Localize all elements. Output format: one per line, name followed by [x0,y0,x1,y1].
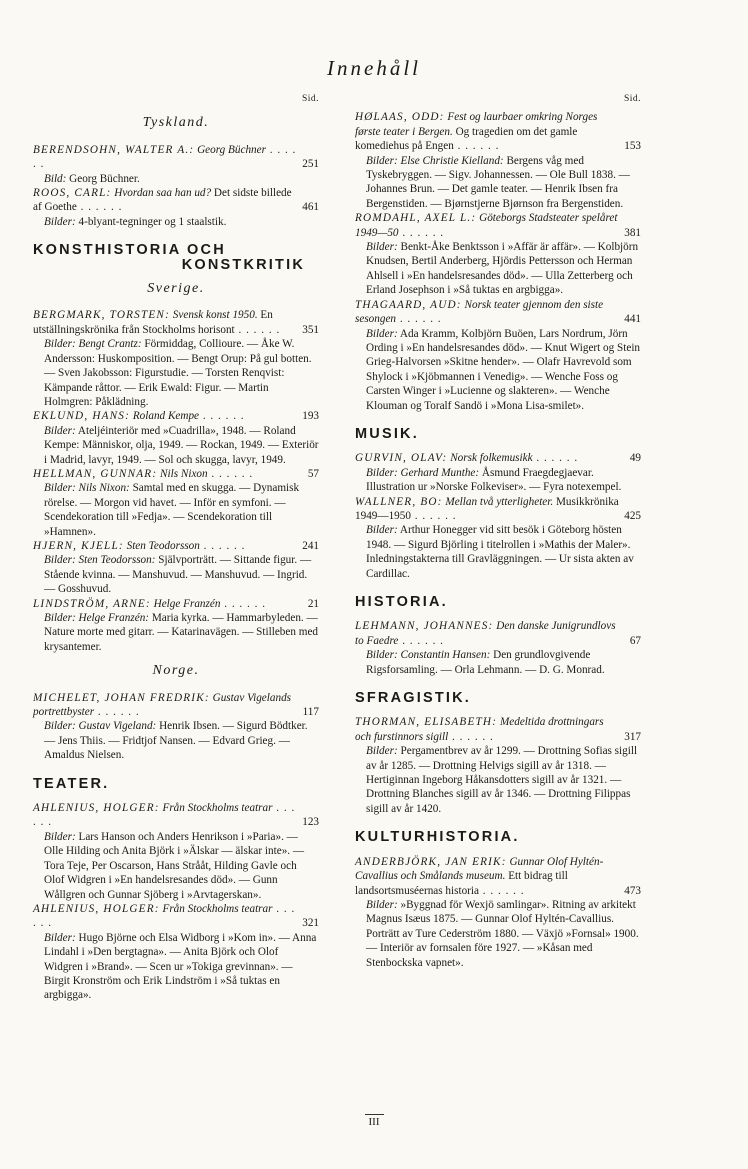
illustrations-text: Ateljéinteriör med »Cuadrilla», 1948. — Roland Kempe: Människor, olja, 1949. — Rockan, 1949. — Exteriör i Madrid, lavyr, 1949. — Sol och skugga, lavyr, 1949. [44,424,319,466]
illustrations-label: Bilder: Gustav Vigeland: [44,720,157,733]
entry-heading [355,715,641,744]
illustrations-text: Hugo Björne och Elsa Widborg i »Kom in». — Anna Lindahl i »Den bergtagna». — Anita Björk och Olof Widgren i »Brand». — Scen ur »Tokiga grevinnan». — Birgit Kronström och Erik Lindström i »Så tuktas en argbigga». [44,931,317,1002]
toc-entry [33,186,319,229]
entry-title: Nils Nixon [160,467,208,480]
leader-dots: . . . . . . [220,597,266,610]
entry-illustrations [355,648,641,677]
entry-page: 321 [302,917,319,930]
illustrations-text: Benkt-Åke Benktsson i »Affär är affär». — Kolbjörn Knudsen, Bertil Anderberg, Hjördis Pettersson och Herman Ahlsell i »En handelsresandes död». — Ulla Zetterberg och Erland Josephson i »Så tuktas en argbigga». [366,241,639,297]
entry-illustrations [33,424,319,467]
entry-author: GURVIN, OLAV: [355,452,448,465]
page-title: Innehåll [327,56,421,80]
illustrations-label: Bilder: Constantin Hansen: [366,649,491,662]
entry-author: ROMDAHL, AXEL L.: [355,212,477,225]
illustrations-text: 4-blyant-tegninger og 1 staalstik. [78,215,227,228]
illustrations-label: Bilder: [366,241,398,254]
illustrations-label: Bilder: [366,745,398,758]
entry-heading [33,186,319,215]
entry-title: Gustav Vigelands portrettbyster [33,691,292,719]
illustrations-label: Bilder: Gerhard Munthe: [366,466,480,479]
entry-title: Svensk konst 1950. [172,309,258,322]
entry-author: MICHELET, JOHAN FREDRIK: [33,691,210,704]
entry-page: 425 [624,509,641,522]
leader-dots: . . . . . . [33,902,296,930]
entry-title: Göteborgs Stadsteater spelåret 1949—50 [355,212,618,239]
entry-page: 123 [302,816,319,829]
leader-dots: . . . . . . [94,706,140,719]
illustrations-text: Åsmund Fraegdegjaevar. Illustration ur »Norske Folkeviser». — Fyra notexempel. [366,466,622,494]
illustrations-label: Bild: [44,172,67,185]
illustrations-text: Ada Kramm, Kolbjörn Buöen, Lars Nordrum, Jörn Ording i »En handelsresandes död». — Knut Wigert og Stein Grieg-Halvorsen »Skitne hender». — Olafr Havrevold som Shylock i »Kjöbmannen i Venedig». — Wenche Foss og Carsten Winger i »Lucienne og slakteren». — Wenche Klouman og Toralf Sandö i »Mona Lisa-smilet». [366,327,641,412]
toc-entry [33,467,319,539]
entry-heading [33,308,319,337]
toc-entry [355,619,641,677]
toc-entry [355,855,641,970]
right-column [355,92,641,970]
leader-dots: . . . . . . [410,509,457,522]
entry-heading [33,902,319,931]
entry-heading [355,855,641,898]
leader-dots: . . . . . . [207,467,254,480]
leader-dots: . . . . . . [532,452,579,465]
entry-subtitle: En utställningskrönika från Stockholms horisont [33,309,273,336]
toc-entry [33,308,319,409]
entry-heading [355,451,641,465]
toc-entry [355,715,641,816]
entry-heading [355,211,641,240]
entry-author: AHLENIUS, HOLGER: [33,802,160,815]
entry-author: HELLMAN, GUNNAR: [33,467,158,480]
toc-entry [355,298,641,413]
page-column-label: Sid. [623,94,641,104]
entry-illustrations [355,898,641,970]
entry-heading [355,110,641,153]
leader-dots: . . . . . . [396,313,442,326]
illustrations-label: Bilder: Else Christie Kielland: [366,154,504,167]
illustrations-label: Bilder: Bengt Crantz: [44,338,142,351]
entry-page: 241 [302,539,319,552]
left-column [33,92,319,1003]
toc-entry [33,597,319,655]
leader-dots: . . . . . . [33,143,297,171]
entry-title: Från Stockholms teatrar [162,802,273,815]
entry-title: Mellan två ytterligheter. [445,495,554,508]
entry-illustrations [33,719,319,762]
entry-illustrations [33,172,319,186]
page-column-label: Sid. [301,94,319,104]
subsection-heading: Sverige. [147,281,205,297]
section-heading [33,243,319,272]
toc-entry [355,451,641,494]
illustrations-text: Maria kyrka. — Hammarbyleden. — Nature morte med gitarr. — Katarinavägen. — Stilleben med krysantemer. [44,612,319,653]
illustrations-label: Bilder: [44,830,76,843]
entry-subtitle: Musikkrönika 1949—1950 [355,495,619,522]
section-heading-line: KONSTHISTORIA OCH [33,242,226,259]
illustrations-text: Samtal med en skugga. — Dynamisk rörelse. — Morgon vid havet. — Inför en symfoni. — Scendekoration till »Fedja». — Scendekoration till »Hamnen». [44,482,300,538]
illustrations-text: Arthur Honegger vid sitt besök i Göteborg hösten 1948. — Sigurd Björling i titelrollen i »Mathis der Maler». Inledningstakterna till Gravläggningen. — Ur sista akten av Cardillac. [366,524,634,580]
toc-entry [33,801,319,902]
leader-dots: . . . . . . [398,226,445,239]
leader-dots: . . . . . . [398,634,444,647]
illustrations-text: »Byggnad för Wexjö samlingar». Ritning av arkitekt Magnus Isæus 1875. — Gunnar Olof Hyltén-Cavallius. Porträtt av Ture Cederström 1880. — Växjö »Fornsal» 1900. — Interiör av fornsalen före 1927. — »Kåsan med Stenbockska vapnet». [366,898,639,969]
illustrations-label: Bilder: Helge Franzén: [44,612,150,624]
entry-illustrations [355,744,641,816]
entry-title: Fest og laurbaer omkring Norges første teater i Bergen. [355,111,598,138]
leader-dots: . . . . . . [478,884,525,897]
illustrations-label: Bilder: Sten Teodorsson: [44,554,156,567]
section-heading: KULTURHISTORIA. [355,829,520,846]
illustrations-label: Bilder: [44,424,76,437]
illustrations-text: Bergens våg med Tyskebryggen. — Sigv. Johannessen. — Ole Bull 1838. — Johannes Brun. — Det gamle teater. — Henrik Ibsen fra Bergenstiden. — Bjørnstjerne Bjørnson fra Bergenstiden. [366,154,630,210]
entry-illustrations [33,611,319,654]
entry-heading [33,597,319,611]
entry-heading [33,691,319,720]
entry-title: Georg Büchner [197,143,266,156]
entry-illustrations [355,154,641,212]
section-heading: HISTORIA. [355,594,448,610]
entry-author: HØLAAS, ODD: [355,111,445,124]
leader-dots: . . . . . . [76,201,123,214]
illustrations-label: Bilder: [44,931,76,944]
illustrations-text: Henrik Ibsen. — Sigurd Bödtker. — Jens Thiis. — Fridtjof Nansen. — Edvard Grieg. — Amaldus Nielsen. [44,720,308,762]
entry-heading [355,298,641,327]
entry-author: WALLNER, BO: [355,495,443,508]
toc-entry [33,143,319,186]
entry-heading [33,409,319,423]
entry-page: 117 [302,706,319,719]
toc-entry [33,409,319,467]
entry-author: ANDERBJÖRK, JAN ERIK: [355,855,507,868]
entry-title: Sten Teodorsson [126,539,200,552]
subsection-heading: Norge. [152,663,200,679]
illustrations-label: Bilder: [366,898,398,911]
illustrations-text: Georg Büchner. [69,172,140,185]
entry-page: 67 [629,634,641,647]
entry-illustrations [355,523,641,581]
entry-illustrations [355,466,641,495]
entry-heading [33,539,319,553]
entry-title: Roland Kempe [132,410,200,423]
entry-author: HJERN, KJELL: [33,539,124,552]
entry-subtitle: Og tragedien om det gamle komediehus på Engen [355,125,578,153]
entry-title: Helge Franzén [153,597,221,610]
entry-page: 381 [624,226,641,239]
entry-page: 21 [307,597,319,610]
entry-author: ROOS, CARL: [33,187,112,200]
entry-title: Gunnar Olof Hyltén-Cavallius och Smålands museum. [355,855,604,883]
leader-dots: . . . . . . [33,802,296,829]
toc-entry [355,495,641,581]
entry-subtitle: Det sidste billede af Goethe [33,187,292,214]
entry-page: 57 [307,467,319,480]
entry-author: LINDSTRÖM, ARNE: [33,597,151,610]
entry-illustrations [33,553,319,596]
entry-heading [33,467,319,481]
leader-dots: . . . . . . [199,539,246,552]
illustrations-text: Pergamentbrev av år 1299. — Drottning Sofias sigill av år 1285. — Drottning Helvigs sigill av år 1318. — Hertiginnan Ingeborg Håkansdotters sigill av år 1321. — Drottning Blanches sigill av år 1346. — Drottning Filippas sigill av år 1420. [366,745,638,815]
toc-entry [33,539,319,597]
toc-entry [355,110,641,211]
entry-heading [33,143,319,172]
entry-illustrations [33,215,319,229]
illustrations-label: Bilder: [366,524,398,537]
entry-illustrations [33,830,319,902]
section-heading: TEATER. [33,775,110,792]
entry-page: 461 [302,201,319,214]
entry-title: Från Stockholms teatrar [162,902,273,915]
entry-heading [355,619,641,648]
entry-author: AHLENIUS, HOLGER: [33,902,160,915]
entry-subtitle: Ett bidrag till landsortsmuséernas historia [355,870,568,897]
illustrations-label: Bilder: [44,215,76,228]
entry-author: THORMAN, ELISABETH: [355,716,498,729]
entry-heading [355,495,641,524]
entry-title: Medeltida drottningars och furstinnors sigill [355,716,604,743]
entry-page: 441 [624,313,641,326]
entry-page: 473 [624,884,641,897]
toc-entry [355,211,641,297]
illustrations-text: Lars Hanson och Anders Henrikson i »Paria». — Olle Hilding och Anita Björk i »Älskar — älskar inte». — Tora Teje, Per Oscarson, Hans Strååt, Hilding Gavle och Olof Widgren i »En handelsresandes död». — Gunn Wållgren och Gunnar Sjöberg i »Arvtagerskan». [44,830,305,901]
leader-dots: . . . . . . [453,140,500,153]
entry-illustrations [33,481,319,539]
entry-author: BERENDSOHN, WALTER A.: [33,143,195,156]
page-number: III [365,1114,384,1128]
entry-page: 351 [302,323,319,336]
section-heading: MUSIK. [355,425,419,442]
entry-author: LEHMANN, JOHANNES: [355,620,494,633]
entry-page: 49 [629,452,641,465]
leader-dots: . . . . . . [234,323,281,336]
toc-entry [33,902,319,1003]
entry-page: 193 [302,410,319,423]
subsection-heading: Tyskland. [142,115,210,131]
illustrations-label: Bilder: [366,327,398,340]
entry-illustrations [33,337,319,409]
entry-page: 317 [624,730,641,743]
illustrations-text: Förmiddag, Collioure. — Åke W. Andersson: Huskomposition. — Bengt Orup: På gul botten. — Sven Jakobsson: Figurstudie. — Torsten Renqvist: Kämpande råttor. — Erik Ewald: Figur. — Martin Holmgren: Påklädning. [44,338,312,408]
entry-author: EKLUND, HANS: [33,410,131,423]
entry-title: Norsk teater gjennom den siste sesongen [355,298,604,326]
toc-entry [33,691,319,763]
illustrations-text: Den grundlovgivende Rigsforsamling. — Orla Lehmann. — D. G. Monrad. [366,649,605,676]
entry-author: BERGMARK, TORSTEN: [33,309,170,322]
illustrations-text: Självporträtt. — Sittande figur. — Stående kvinna. — Manshuvud. — Manshuvud. — Ingrid. — Gosshuvud. [44,554,312,596]
entry-illustrations [355,327,641,413]
entry-illustrations [33,931,319,1003]
entry-heading [33,801,319,830]
entry-title: Den danske Junigrundlovs to Faedre [355,620,616,647]
entry-page: 251 [302,158,319,171]
entry-author: THAGAARD, AUD: [355,298,462,311]
leader-dots: . . . . . . [199,410,245,423]
entry-illustrations [355,240,641,298]
section-heading-line: KONSTKRITIK [181,256,305,273]
section-heading: SFRAGISTIK. [355,690,472,707]
entry-title: Hvordan saa han ud? [114,187,212,200]
illustrations-label: Bilder: Nils Nixon: [44,482,130,495]
entry-page: 153 [624,140,641,153]
entry-title: Norsk folkemusikk [450,452,533,465]
leader-dots: . . . . . . [448,730,494,743]
